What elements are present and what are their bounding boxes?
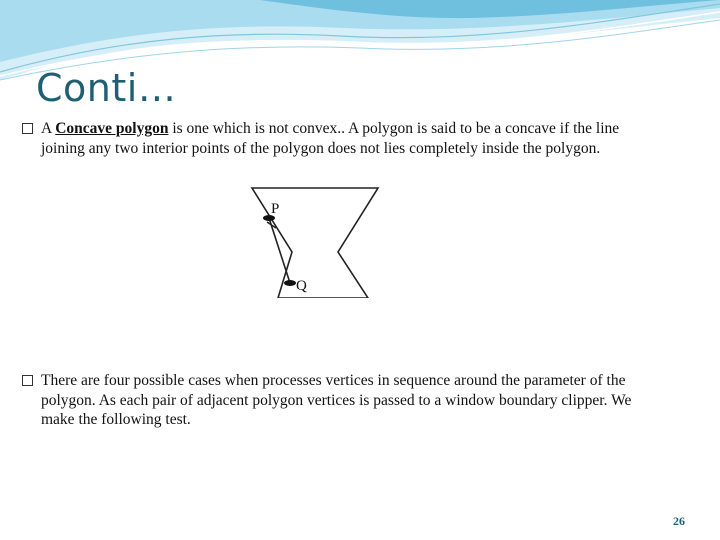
segment-p-q (269, 218, 290, 283)
concave-polygon-term: Concave polygon (55, 120, 169, 137)
page-number: 26 (673, 514, 685, 528)
bullet-four-cases-text: There are four possible cases when processes vertices in sequence around the parameter of the polygon. As each pair of adjacent polygon vertices is passed to a window boundary clipper. We make the following test. (41, 372, 632, 428)
bullet-box-icon (22, 123, 33, 134)
point-p-label: P (271, 201, 280, 217)
concave-polygon-figure (250, 186, 380, 298)
slide-title: Conti… (36, 66, 177, 110)
bullet-box-icon (22, 375, 33, 386)
bullet-four-cases (22, 371, 662, 430)
bullet-concave-definition (22, 119, 662, 158)
point-q-label: Q (296, 278, 307, 294)
bullet-text-rest: is one which is not convex.. A polygon is said to be a concave if the line joining any two interior points of the polygon does not lies completely inside the polygon. (41, 120, 620, 157)
bullet-text-lead: A (41, 120, 56, 137)
point-q-marker (284, 280, 296, 286)
